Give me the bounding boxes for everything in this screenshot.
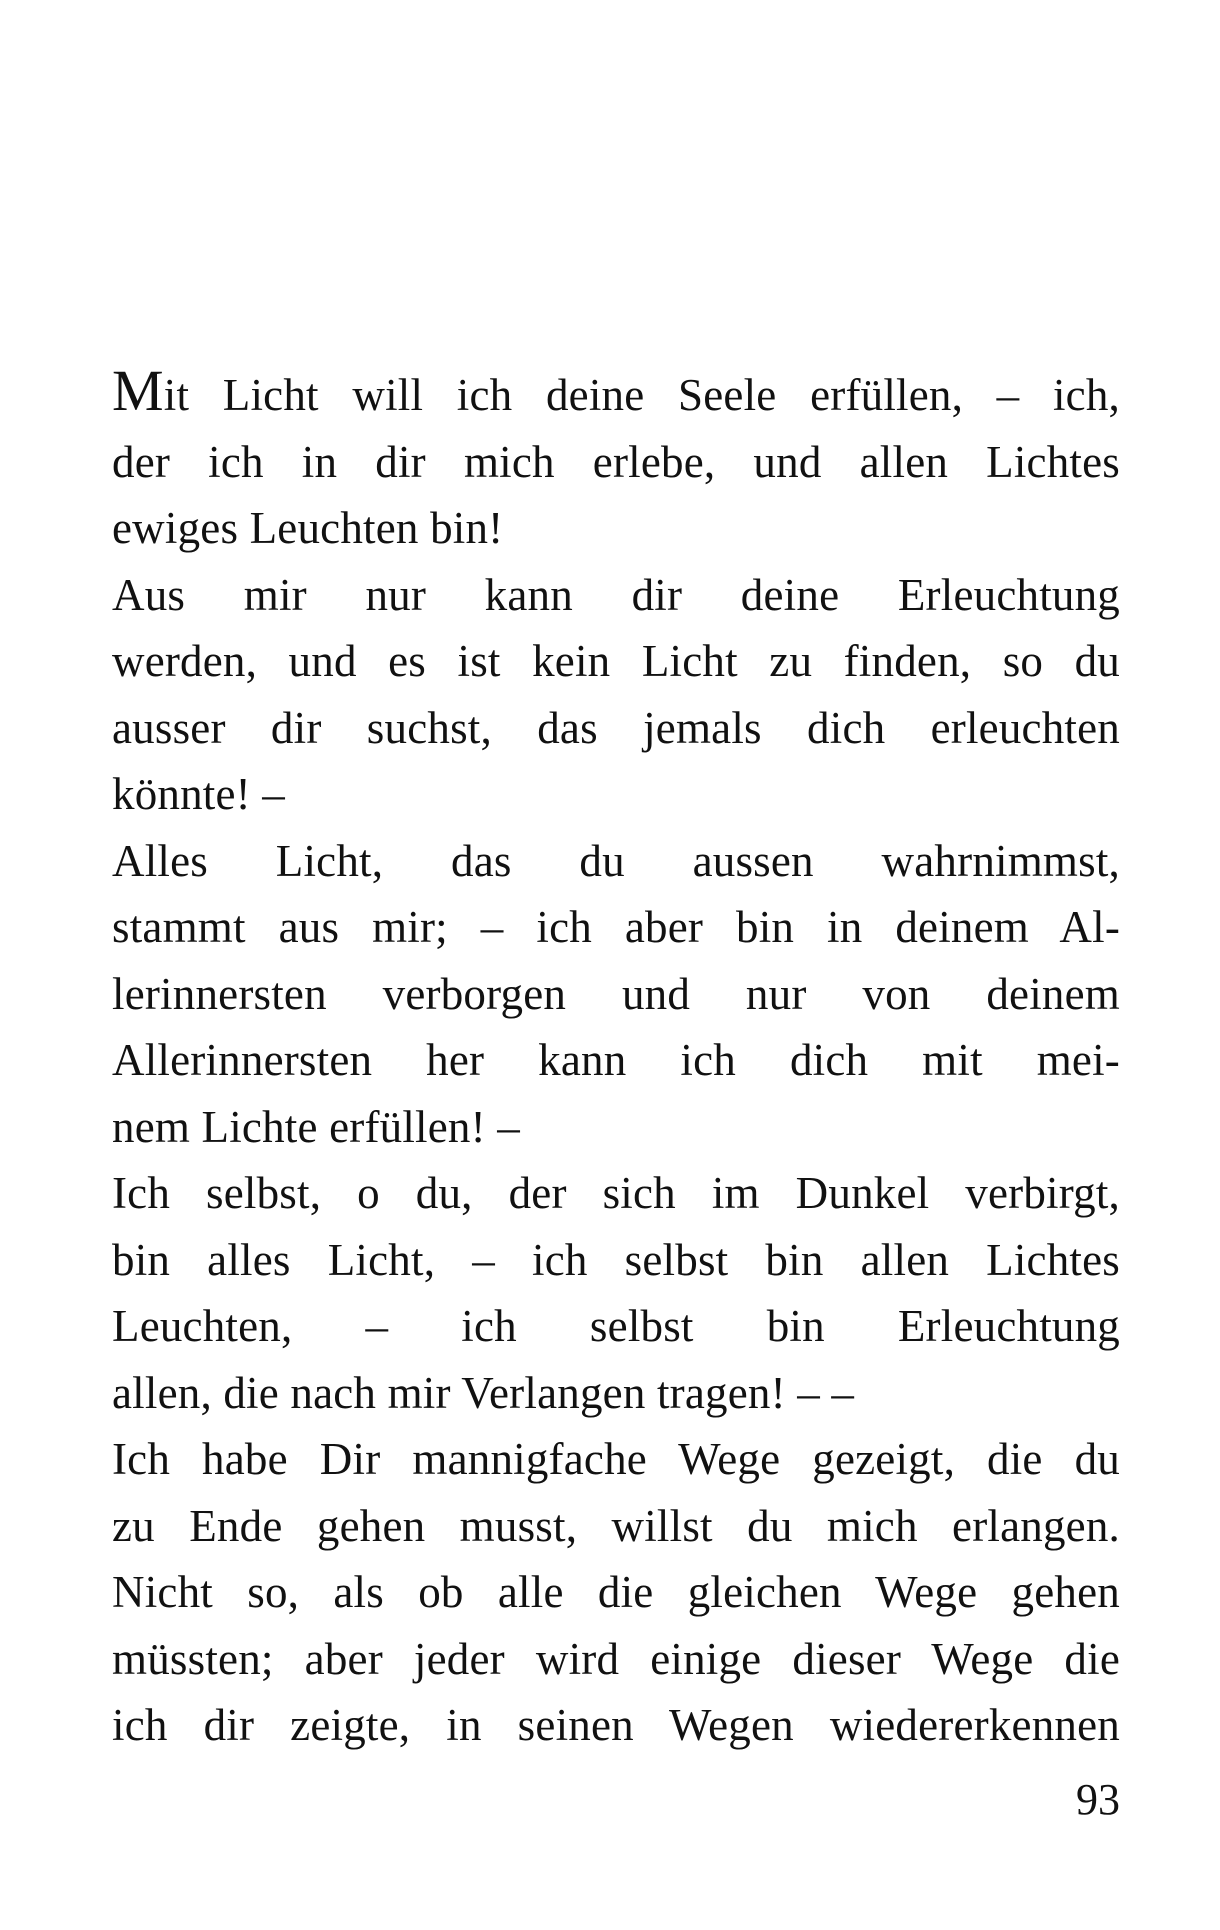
body-text xyxy=(112,358,1120,1759)
text-line-14: bin alles Licht, – ich selbst bin allen Lichtes xyxy=(112,1234,1120,1285)
text-line-16: allen, die nach mir Verlangen tragen! – – xyxy=(112,1367,855,1418)
drop-cap: M xyxy=(112,358,164,423)
text-line-11: Allerinnersten her kann ich dich mit mei- xyxy=(112,1035,1120,1085)
text-line-15: Leuchten, – ich selbst bin Erleuchtung xyxy=(112,1301,1120,1351)
text-line-20: müssten; aber jeder wird einige dieser Wege die xyxy=(112,1633,1120,1684)
text-line-6: ausser dir suchst, das jemals dich erleuchten xyxy=(112,702,1120,753)
text-line-18: zu Ende gehen musst, willst du mich erlangen. xyxy=(112,1500,1120,1551)
text-line-19: Nicht so, als ob alle die gleichen Wege gehen xyxy=(112,1567,1120,1617)
page-number: 93 xyxy=(1076,1775,1120,1824)
text-line-7: könnte! – xyxy=(112,769,286,819)
text-line-4: Aus mir nur kann dir deine Erleuchtung xyxy=(112,569,1120,620)
text-line-17: Ich habe Dir mannigfache Wege gezeigt, die du xyxy=(112,1434,1120,1484)
text-line-5: werden, und es ist kein Licht zu finden, so du xyxy=(112,636,1120,686)
text-line-3: ewiges Leuchten bin! xyxy=(112,503,504,553)
text-line-8: Alles Licht, das du aussen wahrnimmst, xyxy=(112,835,1120,886)
text-line-12: nem Lichte erfüllen! – xyxy=(112,1101,520,1152)
text-line-21: ich dir zeigte, in seinen Wegen wiedererkennen xyxy=(112,1700,1120,1750)
text-line-1: Mit Licht will ich deine Seele erfüllen, – ich, xyxy=(112,358,1120,423)
text-line-2: der ich in dir mich erlebe, und allen Lichtes xyxy=(112,436,1120,487)
text-line-10: lerinnersten verborgen und nur von deinem xyxy=(112,968,1120,1019)
text-line-13: Ich selbst, o du, der sich im Dunkel verbirgt, xyxy=(112,1168,1120,1218)
text-line-9: stammt aus mir; – ich aber bin in deinem Al- xyxy=(112,902,1120,952)
